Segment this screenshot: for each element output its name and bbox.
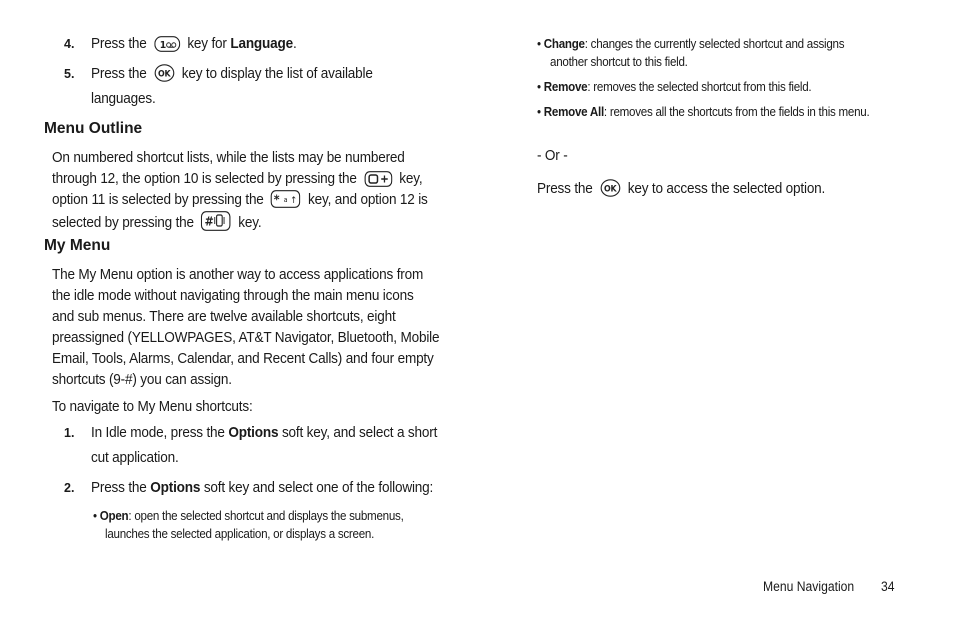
bullet-change (537, 35, 844, 53)
step-text: . (292, 36, 297, 52)
paragraph-line: shortcuts (9-#) you can assign. (52, 372, 232, 388)
step-text: Press the (91, 66, 147, 82)
paragraph-text: key, (399, 171, 423, 187)
menu-outline-heading: Menu Outline (44, 120, 143, 137)
svg-text:OK: OK (157, 68, 171, 79)
step-text: key to display the list of available (181, 66, 373, 82)
paragraph-text: key to access the selected option. (627, 181, 826, 197)
change-term: Change (543, 36, 585, 51)
remove-all-term: Remove All (543, 104, 604, 119)
star-shift-key-icon (271, 190, 301, 208)
step-text: In Idle mode, press the (91, 425, 225, 441)
step-number: 2. (64, 481, 75, 495)
bullet-change-line2: another shortcut to this field. (550, 54, 688, 69)
step-text: Press the (91, 36, 147, 52)
svg-text:a: a (284, 195, 288, 205)
paragraph-line: and sub menus. There are twelve available shortcuts, eight (52, 309, 396, 325)
or-separator: - Or - (537, 148, 568, 164)
navigate-intro: To navigate to My Menu shortcuts: (52, 399, 253, 415)
remove-term: Remove (543, 79, 588, 94)
step-text: Press the (91, 480, 147, 496)
step-text: soft key and select one of the following: (203, 480, 434, 496)
step-number: 4. (64, 37, 75, 51)
bullet-text: : open the selected shortcut and displays the submenus, (128, 508, 404, 523)
svg-text:1: 1 (159, 39, 166, 52)
step-number: 5. (64, 67, 75, 81)
bullet-marker: • (537, 36, 541, 51)
paragraph-line: preassigned (YELLOWPAGES, AT&T Navigator, Bluetooth, Mobile (52, 330, 440, 346)
bullet-remove (537, 78, 811, 96)
footer-section-title: Menu Navigation (763, 579, 855, 594)
ok-key-icon (600, 179, 620, 197)
step-2-text (91, 478, 433, 499)
svg-text:↑: ↑ (290, 195, 298, 207)
paragraph-text: selected by pressing the (52, 215, 194, 231)
open-term: Open (99, 508, 129, 523)
bullet-open (93, 507, 404, 525)
paragraph-line: On numbered shortcut lists, while the lists may be numbered (52, 150, 405, 166)
paragraph-text: option 11 is selected by pressing the (52, 192, 264, 208)
bullet-marker: • (537, 79, 541, 94)
step-text: key for (187, 36, 227, 52)
bullet-text: : removes the selected shortcut from this field. (587, 79, 812, 94)
step-4-text (91, 34, 297, 55)
step-text: soft key, and select a short (281, 425, 438, 441)
paragraph-line (52, 169, 422, 190)
language-term: Language (230, 36, 293, 52)
step-1-line2: cut application. (91, 450, 179, 466)
bullet-text: : changes the currently selected shortcut and assigns (584, 36, 845, 51)
zero-plus-key-icon (364, 171, 392, 187)
paragraph-text: key. (238, 215, 262, 231)
paragraph-line: Email, Tools, Alarms, Calendar, and Recent Calls) and four empty (52, 351, 434, 367)
options-term: Options (150, 480, 201, 496)
paragraph-line (52, 190, 428, 211)
paragraph-text: Press the (537, 181, 593, 197)
ok-key-icon (154, 64, 174, 82)
options-term: Options (228, 425, 279, 441)
step-1-text (91, 423, 437, 444)
bullet-text: : removes all the shortcuts from the fields in this menu. (603, 104, 870, 119)
pound-vibrate-key-icon (201, 211, 231, 231)
bullet-marker: • (537, 104, 541, 119)
svg-text:*: * (274, 192, 280, 207)
page-number: 34 (881, 579, 895, 594)
paragraph-line: The My Menu option is another way to access applications from (52, 267, 424, 283)
press-ok-line (537, 179, 825, 200)
paragraph-line: the idle mode without navigating through the main menu icons (52, 288, 414, 304)
svg-text:#: # (204, 214, 215, 229)
paragraph-line (52, 211, 261, 234)
one-voicemail-key-icon (154, 36, 180, 52)
paragraph-text: key, and option 12 is (308, 192, 428, 208)
step-number: 1. (64, 426, 75, 440)
bullet-open-line2: launches the selected application, or displays a screen. (105, 526, 375, 541)
bullet-marker: • (93, 508, 97, 523)
step-5-text (91, 64, 373, 85)
my-menu-heading: My Menu (44, 237, 111, 254)
step-5-line2: languages. (91, 91, 156, 107)
bullet-remove-all (537, 103, 869, 121)
paragraph-text: through 12, the option 10 is selected by pressing the (52, 171, 357, 187)
svg-text:OK: OK (603, 183, 617, 194)
